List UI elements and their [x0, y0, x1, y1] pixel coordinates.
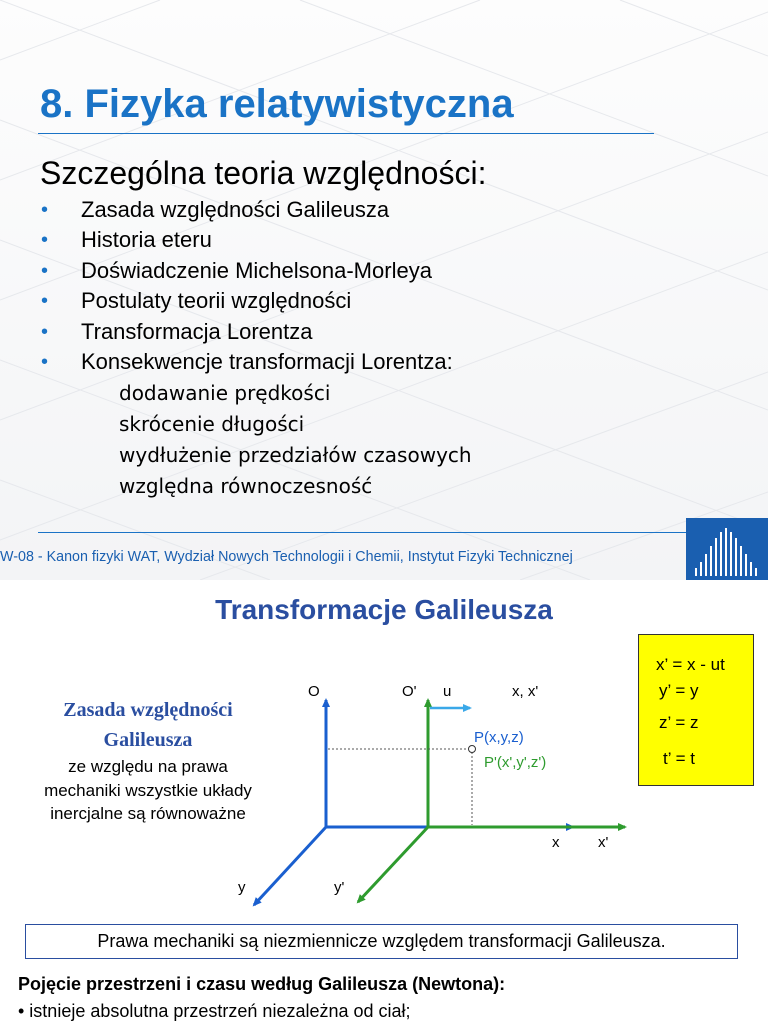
- equation: x’ = x - ut: [656, 655, 725, 674]
- sub-item: dodawanie prędkości: [119, 381, 331, 405]
- principle-text-line: inercjalne są równoważne: [50, 804, 246, 823]
- bullet-dot: •: [41, 320, 49, 343]
- bullet-text: Transformacja Lorentza: [81, 318, 313, 344]
- label-x-prime: x': [598, 834, 609, 851]
- principle-text-line: mechaniki wszystkie układy: [44, 780, 252, 800]
- sub-item-list: [119, 378, 472, 502]
- bullet-item: [40, 317, 453, 347]
- axis-y-O-prime: [358, 827, 428, 902]
- bullet-text: Konsekwencje transformacji Lorentza:: [81, 348, 453, 374]
- sub-item: względna równoczesność: [119, 474, 373, 498]
- bullet-dot: •: [41, 350, 49, 373]
- reference-frames-diagram: [230, 670, 650, 920]
- law-statement-box: Prawa mechaniki są niezmiennicze względem transformacji Galileusza.: [25, 924, 738, 959]
- label-u: u: [443, 683, 452, 700]
- footer-divider: [38, 532, 686, 533]
- label-x-xprime: x, x': [512, 683, 539, 700]
- bullet-dot: •: [41, 199, 49, 221]
- sub-item: wydłużenie przedziałów czasowych: [119, 443, 472, 467]
- bullet-item: [40, 256, 453, 286]
- equations-box: [638, 634, 754, 786]
- equation: z’ = z: [659, 713, 699, 732]
- space-time-heading: Pojęcie przestrzeni i czasu według Galileusza (Newtona):: [18, 974, 506, 994]
- bullet-text: Postulaty teorii względności: [81, 288, 352, 314]
- bullet-item: [40, 286, 453, 316]
- slide1-title: 8. Fizyka relatywistyczna: [40, 82, 514, 126]
- bullet-text: Historia eteru: [81, 227, 212, 253]
- equation: y’ = y: [659, 681, 699, 700]
- point-P-marker: [469, 746, 476, 753]
- bullet-item: [40, 347, 453, 377]
- label-y: y: [238, 879, 246, 896]
- label-O-prime: O': [402, 683, 417, 700]
- bullet-item: [40, 195, 453, 225]
- equation: t’ = t: [663, 749, 695, 768]
- axis-y-O: [254, 827, 326, 905]
- principle-title-line: Galileusza: [103, 729, 193, 751]
- slide1-footer: W-08 - Kanon fizyki WAT, Wydział Nowych Technologii i Chemii, Instytut Fizyki Technicznej: [0, 549, 573, 565]
- wat-logo-icon: [686, 518, 768, 580]
- label-y-prime: y': [334, 879, 345, 896]
- label-x: x: [552, 834, 560, 851]
- bullet-text: Doświadczenie Michelsona-Morleya: [81, 257, 432, 283]
- label-O: O: [308, 683, 320, 700]
- slide2-title: Transformacje Galileusza: [215, 594, 553, 625]
- title-divider: [38, 133, 654, 134]
- bullet-dot: •: [41, 290, 49, 313]
- bullet-dot: •: [41, 259, 49, 282]
- principle-text-line: ze względu na prawa: [68, 757, 228, 776]
- sub-item: skrócenie długości: [119, 412, 305, 436]
- bullet-dot: •: [41, 229, 49, 252]
- bullet-text: Zasada względności Galileusza: [81, 197, 390, 222]
- bullet-item: [40, 225, 453, 255]
- label-P: P(x,y,z): [474, 729, 524, 746]
- bullet-list: [40, 195, 453, 377]
- slide1-subtitle: Szczególna teoria względności:: [40, 155, 487, 191]
- label-P-prime: P'(x',y',z'): [484, 754, 547, 771]
- space-time-point: • istnieje absolutna przestrzeń niezależna od ciał;: [18, 1001, 411, 1021]
- principle-title-line: Zasada względności: [63, 699, 233, 721]
